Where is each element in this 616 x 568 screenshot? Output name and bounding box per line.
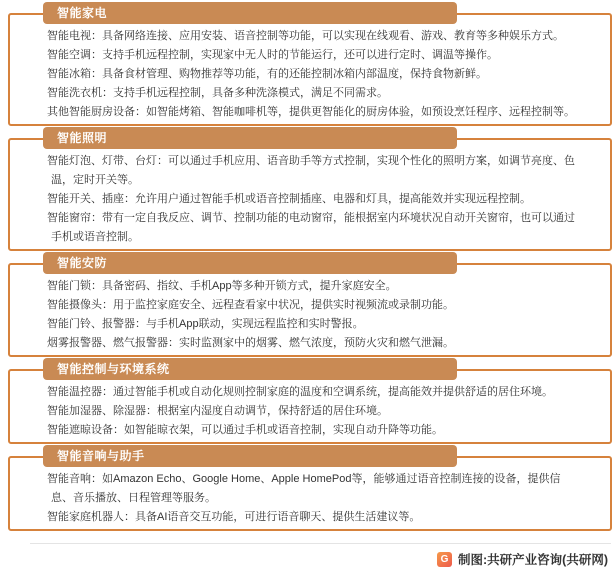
section-item: 智能音响：如Amazon Echo、Google Home、Apple HomePod等，能够通过语音控制连接的设备，提供信息、音乐播放、日程管理等服务。 xyxy=(47,473,561,504)
section-item: 智能门铃、报警器：与手机App联动，实现远程监控和实时警报。 xyxy=(47,318,364,330)
section-tab xyxy=(43,127,457,149)
section xyxy=(8,256,612,357)
section xyxy=(8,362,612,444)
section xyxy=(8,6,612,126)
section-item: 智能门锁：具备密码、指纹、手机App等多种开锁方式，提升家庭安全。 xyxy=(47,280,397,292)
section-item: 智能电视：具备网络连接、应用安装、语音控制等功能，可以实现在线观看、游戏、教育等多种娱乐方式。 xyxy=(47,30,564,42)
section-box xyxy=(8,13,612,126)
section-items xyxy=(47,470,577,527)
section-item: 智能空调：支持手机远程控制，实现家中无人时的节能运行，还可以进行定时、调温等操作。 xyxy=(47,49,498,61)
section-tab xyxy=(43,358,457,380)
section-title: 智能控制与环境系统 xyxy=(57,362,170,376)
section-item: 其他智能厨房设备：如智能烤箱、智能咖啡机等，提供更智能化的厨房体验，如预设烹饪程序、远程控制等。 xyxy=(47,106,575,118)
section xyxy=(8,131,612,251)
section-items xyxy=(47,27,577,122)
footer xyxy=(0,550,608,568)
section-title: 智能家电 xyxy=(57,6,108,20)
section-tab xyxy=(43,252,457,274)
footer-divider xyxy=(30,543,611,544)
section-item: 智能冰箱：具备食材管理、购物推荐等功能，有的还能控制冰箱内部温度，保持食物新鲜。 xyxy=(47,68,487,80)
section xyxy=(8,449,612,531)
section-item: 智能摄像头：用于监控家庭安全、远程查看家中状况，提供实时视频流或录制功能。 xyxy=(47,299,454,311)
section-item: 智能窗帘：带有一定自我反应、调节、控制功能的电动窗帘，能根据室内环境状况自动开关窗帘，也可以通过手机或语音控制。 xyxy=(47,212,575,243)
section-item: 智能温控器：通过智能手机或自动化规则控制家庭的温度和空调系统，提高能效并提供舒适的居住环境。 xyxy=(47,386,553,398)
section-box xyxy=(8,456,612,531)
section-title: 智能安防 xyxy=(57,256,108,270)
section-title: 智能音响与助手 xyxy=(57,449,145,463)
section-tab xyxy=(43,445,457,467)
section-items xyxy=(47,277,577,353)
gongyan-logo-icon: G xyxy=(437,552,452,567)
section-tab xyxy=(43,2,457,24)
section-item: 智能家庭机器人：具备AI语音交互功能，可进行语音聊天、提供生活建议等。 xyxy=(47,511,421,523)
section-item: 烟雾报警器、燃气报警器：实时监测家中的烟雾、燃气浓度，预防火灾和燃气泄漏。 xyxy=(47,337,454,349)
section-item: 智能遮晾设备：如智能晾衣架，可以通过手机或语音控制，实现自动升降等功能。 xyxy=(47,424,443,436)
credit-text: 制图:共研产业咨询(共研网) xyxy=(458,553,608,567)
section-items xyxy=(47,152,577,247)
section-item: 智能灯泡、灯带、台灯：可以通过手机应用、语音助手等方式控制，实现个性化的照明方案，如调节亮度、色温，定时开关等。 xyxy=(47,155,575,186)
section-box xyxy=(8,138,612,251)
section-box xyxy=(8,263,612,357)
section-box xyxy=(8,369,612,444)
section-title: 智能照明 xyxy=(57,131,108,145)
section-item: 智能加湿器、除湿器：根据室内湿度自动调节，保持舒适的居住环境。 xyxy=(47,405,388,417)
section-items xyxy=(47,383,577,440)
section-item: 智能开关、插座：允许用户通过智能手机或语音控制插座、电器和灯具，提高能效并实现远程控制。 xyxy=(47,193,531,205)
section-item: 智能洗衣机：支持手机远程控制，具备多种洗涤模式，满足不同需求。 xyxy=(47,87,388,99)
